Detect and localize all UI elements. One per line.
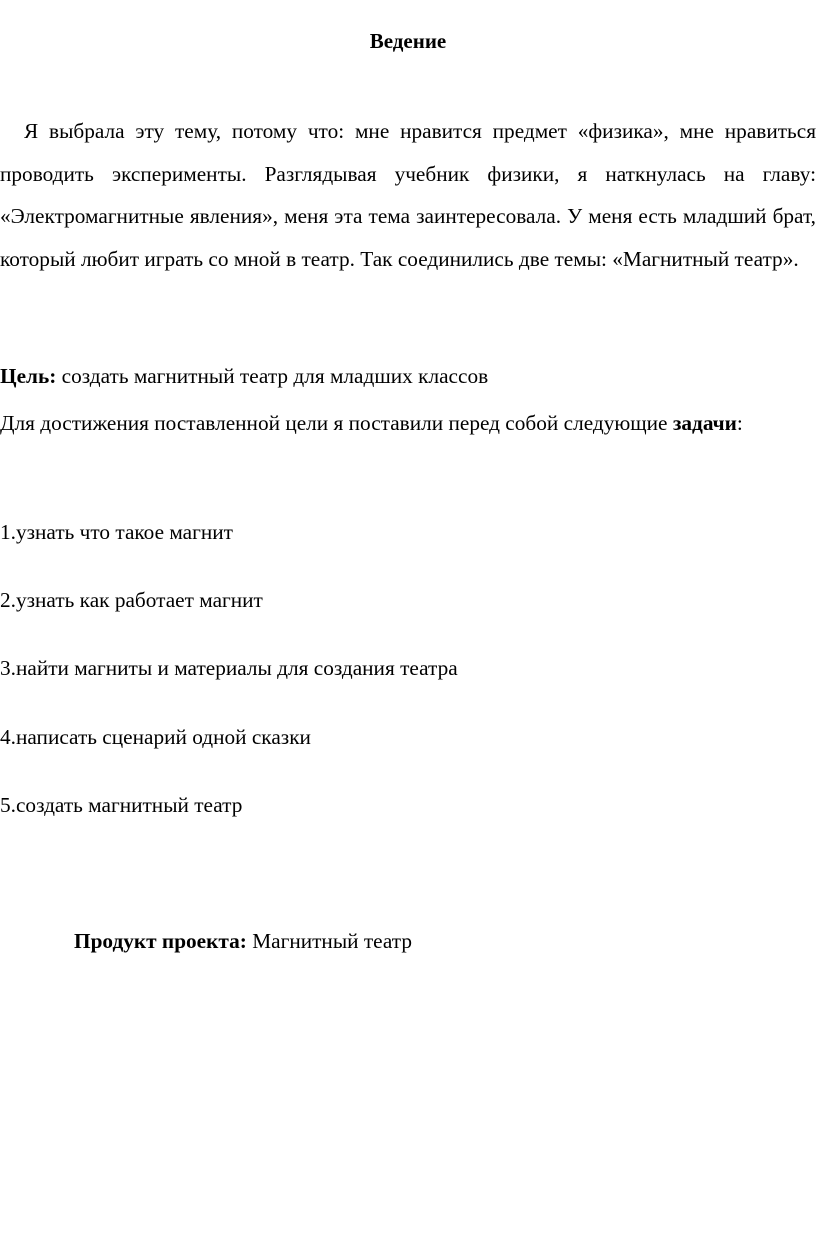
tasks-intro-text: Для достижения поставленной цели я поставили перед собой следующие <box>0 411 673 435</box>
task-item: 4.написать сценарий одной сказки <box>0 725 311 749</box>
tasks-intro-colon: : <box>736 411 743 435</box>
product-text: Магнитный театр <box>246 929 412 953</box>
tasks-intro-paragraph <box>0 402 816 445</box>
intro-paragraph: Я выбрала эту тему, потому что: мне нравится предмет «физика», мне нравиться проводить эксперименты. Разглядывая учебник физики, я наткнулась на главу: «Электромагнитные явления», меня эта тема заинтересовала. У меня есть младший брат, который любит играть со мной в театр. Так соединились две темы: «Магнитный театр». <box>0 119 816 272</box>
product-line <box>74 927 412 955</box>
goal-label: Цель: <box>0 364 57 388</box>
tasks-intro-bold-word: задачи <box>672 411 737 435</box>
goal-text: создать магнитный театр для младших классов <box>56 364 489 388</box>
task-item: 3.найти магниты и материалы для создания театра <box>0 656 458 680</box>
task-item: 2.узнать как работает магнит <box>0 588 263 612</box>
goal-line <box>0 362 816 390</box>
task-item: 5.создать магнитный театр <box>0 793 243 817</box>
page-title: Ведение <box>369 29 447 53</box>
task-item: 1.узнать что такое магнит <box>0 520 233 544</box>
product-label: Продукт проекта: <box>74 929 247 953</box>
